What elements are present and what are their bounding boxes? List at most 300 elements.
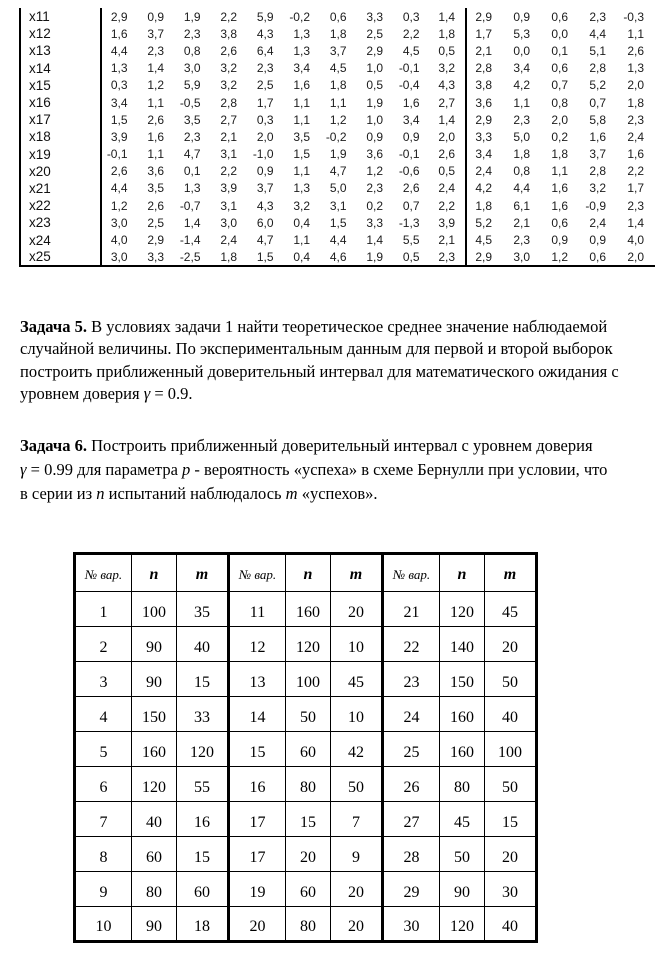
sample-row-label: x15 <box>20 77 101 94</box>
m-value-cell: 45 <box>331 662 383 697</box>
text-segment: уровнем доверия <box>20 383 144 403</box>
variants-tbody <box>75 554 537 942</box>
sample-value: 4,6 <box>329 249 347 264</box>
sample-value: 4,4 <box>589 26 606 41</box>
sample-value: 4,3 <box>438 78 455 93</box>
sample-value: 3,5 <box>293 129 310 144</box>
n-value-cell: 80 <box>286 907 331 942</box>
paragraph-line <box>20 316 650 338</box>
sample-row-label: x14 <box>20 60 101 77</box>
sample-value: 0,9 <box>402 129 420 144</box>
sample-value: 2,9 <box>466 8 504 25</box>
sample-value: 0,2 <box>366 198 383 213</box>
sample-value: 5,0 <box>513 129 530 144</box>
sample-value: 1,7 <box>256 95 274 110</box>
sample-value: 2,3 <box>183 26 201 41</box>
m-value-cell: 60 <box>177 872 229 907</box>
samples-row <box>20 249 655 266</box>
variant-number-cell: 29 <box>383 872 440 907</box>
sample-value: 4,0 <box>627 233 644 248</box>
sample-value: 2,7 <box>438 95 455 110</box>
sample-value: -0,9 <box>585 198 606 213</box>
task6-paragraph <box>20 434 650 506</box>
samples-row <box>20 8 655 25</box>
sample-row-label: x25 <box>20 249 101 266</box>
variant-number-cell: 7 <box>75 802 132 837</box>
variant-number-cell: 14 <box>229 697 286 732</box>
sample-value: 4,0 <box>101 231 138 248</box>
sample-value: -0,7 <box>179 198 201 213</box>
sample-value: 6,0 <box>256 215 274 230</box>
paragraph-line <box>20 383 650 405</box>
paragraph-line <box>20 482 650 506</box>
variant-number-cell: 15 <box>229 732 286 767</box>
variants-data-row <box>75 662 537 697</box>
sample-value: 2,9 <box>366 43 383 58</box>
sample-value: 2,0 <box>551 112 568 127</box>
sample-value: -0,1 <box>398 147 420 162</box>
sample-value: 0,1 <box>183 164 201 179</box>
sample-value: 1,1 <box>293 233 310 248</box>
n-value-cell: 160 <box>440 697 485 732</box>
sample-value: 4,4 <box>329 233 347 248</box>
n-value-cell: 60 <box>132 837 177 872</box>
sample-value: 2,0 <box>627 249 644 264</box>
m-value-cell: 40 <box>177 627 229 662</box>
sample-value: 1,8 <box>438 26 455 41</box>
sample-value: 3,1 <box>329 198 347 213</box>
sample-row-label: x19 <box>20 146 101 163</box>
sample-value: 2,8 <box>466 60 504 77</box>
m-value-cell: 10 <box>331 697 383 732</box>
sample-value: 2,1 <box>438 233 455 248</box>
sample-value: 4,5 <box>466 231 504 248</box>
sample-value: 3,4 <box>466 146 504 163</box>
n-value-cell: 80 <box>286 767 331 802</box>
m-value-cell: 20 <box>331 907 383 942</box>
variants-data-row <box>75 802 537 837</box>
sample-value: 3,3 <box>147 249 164 264</box>
sample-value: 2,8 <box>589 61 606 76</box>
variant-number-cell: 23 <box>383 662 440 697</box>
sample-value: 2,3 <box>183 129 201 144</box>
sample-value: 3,9 <box>101 128 138 145</box>
samples-row <box>20 146 655 163</box>
sample-value: 1,6 <box>147 129 164 144</box>
m-value-cell: 55 <box>177 767 229 802</box>
variant-number-cell: 26 <box>383 767 440 802</box>
sample-value: 1,1 <box>329 95 347 110</box>
variant-number-header: № вар. <box>75 554 132 592</box>
m-value-cell: 15 <box>177 662 229 697</box>
sample-row-label: x13 <box>20 42 101 59</box>
sample-value: 2,9 <box>101 8 138 25</box>
variant-number-cell: 19 <box>229 872 286 907</box>
n-value-cell: 50 <box>440 837 485 872</box>
variant-number-cell: 17 <box>229 837 286 872</box>
m-value-cell: 42 <box>331 732 383 767</box>
sample-value: 1,8 <box>329 26 347 41</box>
m-value-cell: 40 <box>485 907 537 942</box>
variant-number-cell: 4 <box>75 697 132 732</box>
sample-value: 0,3 <box>402 9 420 24</box>
sample-value: 2,6 <box>147 112 164 127</box>
sample-value: 2,3 <box>513 112 530 127</box>
variant-number-cell: 5 <box>75 732 132 767</box>
m-header: m <box>177 554 229 592</box>
sample-value: 3,0 <box>101 214 138 231</box>
variant-number-cell: 6 <box>75 767 132 802</box>
sample-value: 2,2 <box>438 198 455 213</box>
sample-value: 2,3 <box>147 43 164 58</box>
sample-value: 1,5 <box>293 147 310 162</box>
samples-row <box>20 163 655 180</box>
sample-value: 2,3 <box>438 249 455 264</box>
sample-value: 2,0 <box>627 78 644 93</box>
sample-value: 3,5 <box>183 112 201 127</box>
sample-row-label: x20 <box>20 163 101 180</box>
sample-value: 4,3 <box>256 26 274 41</box>
variant-number-cell: 27 <box>383 802 440 837</box>
sample-value: 0,5 <box>366 78 383 93</box>
sample-value: 2,9 <box>466 111 504 128</box>
m-value-cell: 16 <box>177 802 229 837</box>
variant-number-cell: 2 <box>75 627 132 662</box>
sample-value: 4,5 <box>329 61 347 76</box>
sample-value: 3,0 <box>220 215 237 230</box>
sample-value: 2,4 <box>438 181 455 196</box>
sample-value: 0,2 <box>551 129 568 144</box>
sample-row-label: x11 <box>20 8 101 25</box>
variants-data-row <box>75 907 537 942</box>
sample-value: 0,6 <box>551 215 568 230</box>
sample-value: 2,2 <box>627 164 644 179</box>
sample-value: 4,7 <box>183 147 201 162</box>
m-value-cell: 35 <box>177 592 229 627</box>
variant-number-cell: 12 <box>229 627 286 662</box>
variant-number-cell: 9 <box>75 872 132 907</box>
variants-data-row <box>75 697 537 732</box>
sample-value: -0,6 <box>398 164 420 179</box>
sample-value: 1,9 <box>366 249 383 264</box>
sample-value: 3,1 <box>220 147 237 162</box>
m-value-cell: 50 <box>331 767 383 802</box>
sample-value: 0,7 <box>589 95 606 110</box>
n-value-cell: 120 <box>440 592 485 627</box>
sample-value: -0,2 <box>325 129 347 144</box>
samples-row <box>20 231 655 248</box>
m-value-cell: 9 <box>331 837 383 872</box>
sample-value: 2,3 <box>366 181 383 196</box>
m-value-cell: 20 <box>485 837 537 872</box>
sample-value: 5,2 <box>466 214 504 231</box>
sample-value: 5,0 <box>329 181 347 196</box>
text-segment: n <box>96 484 105 503</box>
sample-value: 0,3 <box>101 77 138 94</box>
sample-value: 3,9 <box>438 215 455 230</box>
variant-number-header: № вар. <box>383 554 440 592</box>
variant-number-cell: 1 <box>75 592 132 627</box>
n-value-cell: 100 <box>286 662 331 697</box>
m-value-cell: 30 <box>485 872 537 907</box>
sample-value: 0,8 <box>513 164 530 179</box>
sample-value: 4,5 <box>402 43 420 58</box>
text-segment: = 0.9. <box>150 383 193 403</box>
variants-data-row <box>75 627 537 662</box>
text-segment: - вероятность «успеха» в схеме Бернулли при условии, что <box>190 460 608 479</box>
text-segment: в серии из <box>20 484 97 503</box>
n-value-cell: 60 <box>286 872 331 907</box>
sample-value: 0,9 <box>513 9 530 24</box>
sample-value: 5,2 <box>589 78 606 93</box>
sample-value: 2,4 <box>627 129 644 144</box>
variants-data-row <box>75 592 537 627</box>
sample-value: 0,0 <box>551 26 568 41</box>
sample-value: 3,1 <box>220 198 237 213</box>
variants-table <box>73 552 538 943</box>
sample-value: 1,4 <box>183 215 201 230</box>
sample-value: 3,6 <box>466 94 504 111</box>
sample-row-label: x24 <box>20 231 101 248</box>
variants-data-row <box>75 837 537 872</box>
sample-value: 0,9 <box>551 233 568 248</box>
sample-value: 0,1 <box>551 43 568 58</box>
m-value-cell: 45 <box>485 592 537 627</box>
sample-value: 2,6 <box>402 181 420 196</box>
sample-value: 2,1 <box>466 42 504 59</box>
sample-value: 0,3 <box>256 112 274 127</box>
text-segment: Задача 6. <box>20 436 87 455</box>
samples-row <box>20 25 655 42</box>
n-value-cell: 100 <box>132 592 177 627</box>
m-value-cell: 10 <box>331 627 383 662</box>
samples-tbody <box>20 8 655 266</box>
sample-value: 2,3 <box>589 9 606 24</box>
sample-value: 1,1 <box>147 95 164 110</box>
n-value-cell: 120 <box>440 907 485 942</box>
sample-value: 1,2 <box>329 112 347 127</box>
sample-value: 0,9 <box>147 9 164 24</box>
text-segment: γ <box>143 383 151 403</box>
n-value-cell: 150 <box>132 697 177 732</box>
text-segment: В условиях задачи 1 найти теоретическое среднее значение наблюдаемой <box>86 317 608 336</box>
variant-number-cell: 13 <box>229 662 286 697</box>
sample-value: 0,9 <box>366 129 383 144</box>
sample-value: 1,7 <box>627 181 644 196</box>
paragraph-line <box>20 361 650 383</box>
variant-number-cell: 20 <box>229 907 286 942</box>
m-value-cell: 33 <box>177 697 229 732</box>
sample-value: 3,7 <box>147 26 164 41</box>
sample-value: 5,8 <box>589 112 606 127</box>
sample-value: 1,6 <box>293 78 310 93</box>
sample-value: 1,1 <box>293 112 310 127</box>
sample-value: 2,5 <box>147 215 164 230</box>
m-value-cell: 40 <box>485 697 537 732</box>
m-value-cell: 7 <box>331 802 383 837</box>
sample-value: 4,4 <box>101 42 138 59</box>
sample-value: 1,2 <box>147 78 164 93</box>
sample-value: 1,5 <box>101 111 138 128</box>
sample-value: 4,2 <box>513 78 530 93</box>
sample-value: 3,0 <box>513 249 530 264</box>
n-header: n <box>286 554 331 592</box>
paragraph-line <box>20 338 650 360</box>
sample-value: 2,6 <box>147 198 164 213</box>
variant-number-cell: 22 <box>383 627 440 662</box>
n-value-cell: 120 <box>286 627 331 662</box>
sample-value: 1,6 <box>101 25 138 42</box>
n-value-cell: 90 <box>440 872 485 907</box>
sample-row-label: x21 <box>20 180 101 197</box>
sample-value: 1,4 <box>438 9 455 24</box>
sample-value: 0,9 <box>256 164 274 179</box>
sample-value: 2,8 <box>589 164 606 179</box>
sample-value: 1,2 <box>551 249 568 264</box>
variant-number-cell: 10 <box>75 907 132 942</box>
sample-value: 0,8 <box>183 43 201 58</box>
sample-value: 6,1 <box>513 198 530 213</box>
sample-value: 1,2 <box>366 164 383 179</box>
text-segment: случайной величины. По экспериментальным данным для первой и второй выборок <box>20 339 613 359</box>
samples-row <box>20 60 655 77</box>
sample-value: 0,6 <box>329 9 347 24</box>
sample-value: 3,0 <box>183 61 201 76</box>
sample-value: 0,6 <box>551 61 568 76</box>
sample-value: 2,4 <box>466 163 504 180</box>
sample-value: 2,5 <box>256 78 274 93</box>
paragraph-line <box>20 434 650 458</box>
sample-value: 0,5 <box>438 43 455 58</box>
sample-value: 1,1 <box>551 164 568 179</box>
text-segment: испытаний наблюдалось <box>104 484 286 503</box>
sample-value: 2,6 <box>438 147 455 162</box>
samples-row <box>20 214 655 231</box>
m-value-cell: 120 <box>177 732 229 767</box>
sample-value: 4,7 <box>256 233 274 248</box>
sample-value: 2,0 <box>438 129 455 144</box>
sample-value: 0,6 <box>551 9 568 24</box>
n-value-cell: 60 <box>286 732 331 767</box>
sample-value: 1,6 <box>551 198 568 213</box>
sample-value: 3,4 <box>293 61 310 76</box>
n-value-cell: 45 <box>440 802 485 837</box>
sample-value: 1,4 <box>366 233 383 248</box>
variant-number-cell: 28 <box>383 837 440 872</box>
samples-row <box>20 94 655 111</box>
sample-value: 3,4 <box>402 112 420 127</box>
sample-value: 2,5 <box>366 26 383 41</box>
sample-value: 1,8 <box>329 78 347 93</box>
sample-value: 2,6 <box>101 163 138 180</box>
m-value-cell: 50 <box>485 767 537 802</box>
sample-value: 1,4 <box>147 61 164 76</box>
sample-value: 3,6 <box>366 147 383 162</box>
sample-value: 2,2 <box>220 164 237 179</box>
sample-value: 3,8 <box>466 77 504 94</box>
sample-value: 1,1 <box>627 26 644 41</box>
sample-value: 5,9 <box>256 9 274 24</box>
sample-value: -0,3 <box>623 9 644 24</box>
sample-value: 1,3 <box>293 26 310 41</box>
sample-value: 1,1 <box>147 147 164 162</box>
sample-value: 1,1 <box>513 95 530 110</box>
sample-value: 1,8 <box>551 147 568 162</box>
sample-value: 3,2 <box>220 61 237 76</box>
sample-value: 1,9 <box>183 9 201 24</box>
sample-row-label: x17 <box>20 111 101 128</box>
n-value-cell: 90 <box>132 907 177 942</box>
n-value-cell: 80 <box>132 872 177 907</box>
m-value-cell: 15 <box>177 837 229 872</box>
sample-value: 0,6 <box>589 249 606 264</box>
samples-row <box>20 180 655 197</box>
sample-value: 2,1 <box>513 215 530 230</box>
text-segment: = 0.99 для параметра <box>26 460 183 479</box>
sample-value: 2,3 <box>627 198 644 213</box>
sample-value: 1,1 <box>293 95 310 110</box>
paragraph-line <box>20 458 650 482</box>
sample-value: -0,1 <box>101 146 138 163</box>
sample-value: 6,4 <box>256 43 274 58</box>
sample-value: 4,3 <box>256 198 274 213</box>
n-value-cell: 15 <box>286 802 331 837</box>
sample-value: 1,1 <box>293 164 310 179</box>
n-value-cell: 90 <box>132 627 177 662</box>
n-value-cell: 90 <box>132 662 177 697</box>
sample-value: 3,2 <box>589 181 606 196</box>
n-value-cell: 20 <box>286 837 331 872</box>
sample-value: 1,5 <box>329 215 347 230</box>
sample-row-label: x16 <box>20 94 101 111</box>
sample-value: 1,4 <box>627 215 644 230</box>
variants-data-row <box>75 767 537 802</box>
sample-value: 1,7 <box>466 25 504 42</box>
sample-value: 2,2 <box>220 9 237 24</box>
sample-value: -0,5 <box>179 95 201 110</box>
sample-row-label: x22 <box>20 197 101 214</box>
sample-value: 3,7 <box>329 43 347 58</box>
sample-value: -1,4 <box>179 233 201 248</box>
sample-value: 3,2 <box>220 78 237 93</box>
sample-value: 1,0 <box>366 112 383 127</box>
sample-value: 0,0 <box>513 43 530 58</box>
n-value-cell: 150 <box>440 662 485 697</box>
sample-value: 2,9 <box>466 249 504 266</box>
sample-value: 2,9 <box>147 233 164 248</box>
sample-value: 1,3 <box>183 181 201 196</box>
samples-row <box>20 111 655 128</box>
samples-row <box>20 42 655 59</box>
samples-row <box>20 197 655 214</box>
text-segment: m <box>285 484 298 503</box>
m-header: m <box>331 554 383 592</box>
sample-value: 1,8 <box>466 197 504 214</box>
m-header: m <box>485 554 537 592</box>
n-value-cell: 140 <box>440 627 485 662</box>
sample-value: 1,8 <box>627 95 644 110</box>
variant-number-cell: 8 <box>75 837 132 872</box>
variant-number-cell: 21 <box>383 592 440 627</box>
sample-value: 3,3 <box>366 215 383 230</box>
m-value-cell: 50 <box>485 662 537 697</box>
sample-value: 2,8 <box>220 95 237 110</box>
m-value-cell: 20 <box>331 592 383 627</box>
sample-value: 0,7 <box>551 78 568 93</box>
sample-value: 5,1 <box>589 43 606 58</box>
sample-value: 3,6 <box>147 164 164 179</box>
sample-value: 3,7 <box>589 147 606 162</box>
